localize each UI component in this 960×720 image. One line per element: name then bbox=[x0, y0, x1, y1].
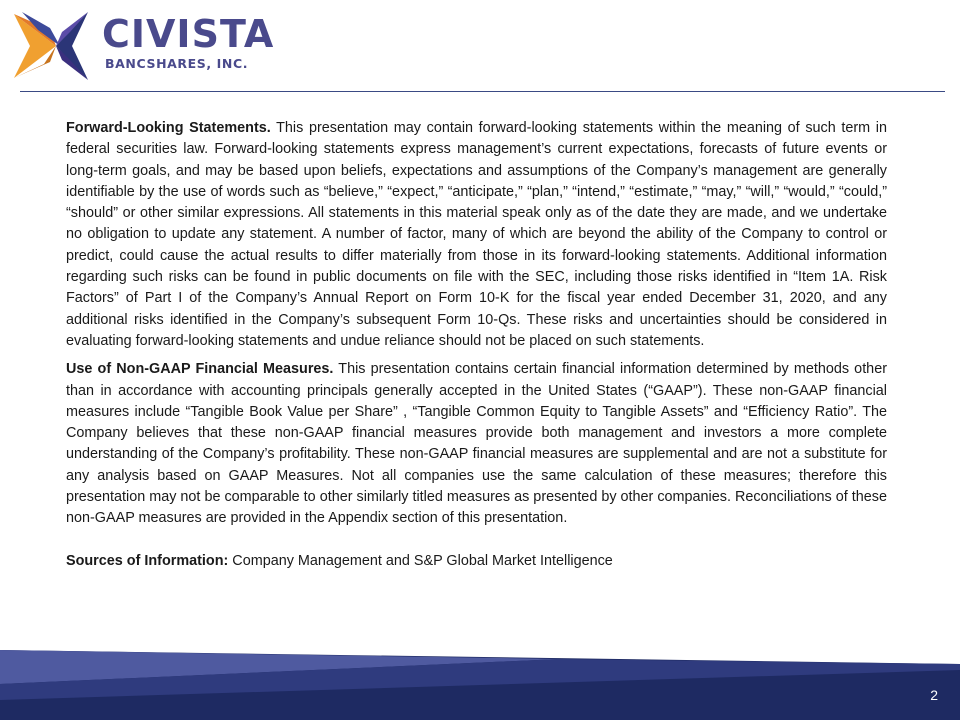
footer-band bbox=[0, 650, 960, 720]
sources-body: Company Management and S&P Global Market Intelligence bbox=[228, 552, 613, 569]
non-gaap-paragraph bbox=[66, 359, 887, 529]
sources-paragraph bbox=[66, 551, 887, 572]
non-gaap-body: This presentation contains certain financial information determined by methods other than in accordance with accounting principals generally accepted in the United States (“GAAP”). These non-GAAP financial measures include “Tangible Book Value per Share” , “Tangible Common Equity to Tangible Assets” and “Efficiency Ratio”. The Company believes that these non-GAAP financial measures provide both management and investors a more complete understanding of the Company’s profitability. These non-GAAP financial measures are supplemental and are not a substitute for any analysis based on GAAP Measures. Not all companies use the same calculation of these measures; therefore this presentation may not be comparable to other similarly titled measures as presented by other companies. Reconciliations of these non-GAAP measures are provided in the Appendix section of this presentation. bbox=[66, 361, 887, 527]
disclaimer-content bbox=[66, 118, 887, 572]
forward-looking-body: This presentation may contain forward-looking statements within the meaning of such term in federal securities law. Forward-looking statements express management’s current expectations, forecasts of future events or long-term goals, and may be based upon beliefs, expectations and assumptions of the Company’s management are generally identifiable by the use of words such as “believe,” “expect,” “anticipate,” “plan,” “intend,” “estimate,” “may,” “will,” “would,” “could,” “should” or other similar expressions. All statements in this material speak only as of the date they are made, and we undertake no obligation to update any statement. A number of factor, many of which are beyond the ability of the Company to control or predict, could cause the actual results to differ materially from those in its forward-looking statements. Additional information regarding such risks can be found in public documents on file with the SEC, including those risks identified in “Item 1A. Risk Factors” of Part I of the Company’s Annual Report on Form 10-K for the fiscal year ended December 31, 2020, and any additional risks identified in the Company’s subsequent Form 10-Qs. These risks and uncertainties should be considered in evaluating forward-looking statements and undue reliance should not be placed on such statements. bbox=[66, 120, 887, 349]
civista-star-logo-icon bbox=[10, 10, 90, 82]
non-gaap-heading: Use of Non-GAAP Financial Measures. bbox=[66, 361, 334, 378]
logo-name: CIVISTA bbox=[102, 12, 275, 56]
sources-heading: Sources of Information: bbox=[66, 552, 229, 569]
logo-subtitle: BANCSHARES, INC. bbox=[105, 56, 249, 71]
page-number: 2 bbox=[930, 687, 938, 703]
forward-looking-paragraph bbox=[66, 118, 887, 352]
forward-looking-heading: Forward-Looking Statements. bbox=[66, 120, 271, 136]
header-divider bbox=[20, 91, 945, 92]
header bbox=[0, 0, 960, 92]
